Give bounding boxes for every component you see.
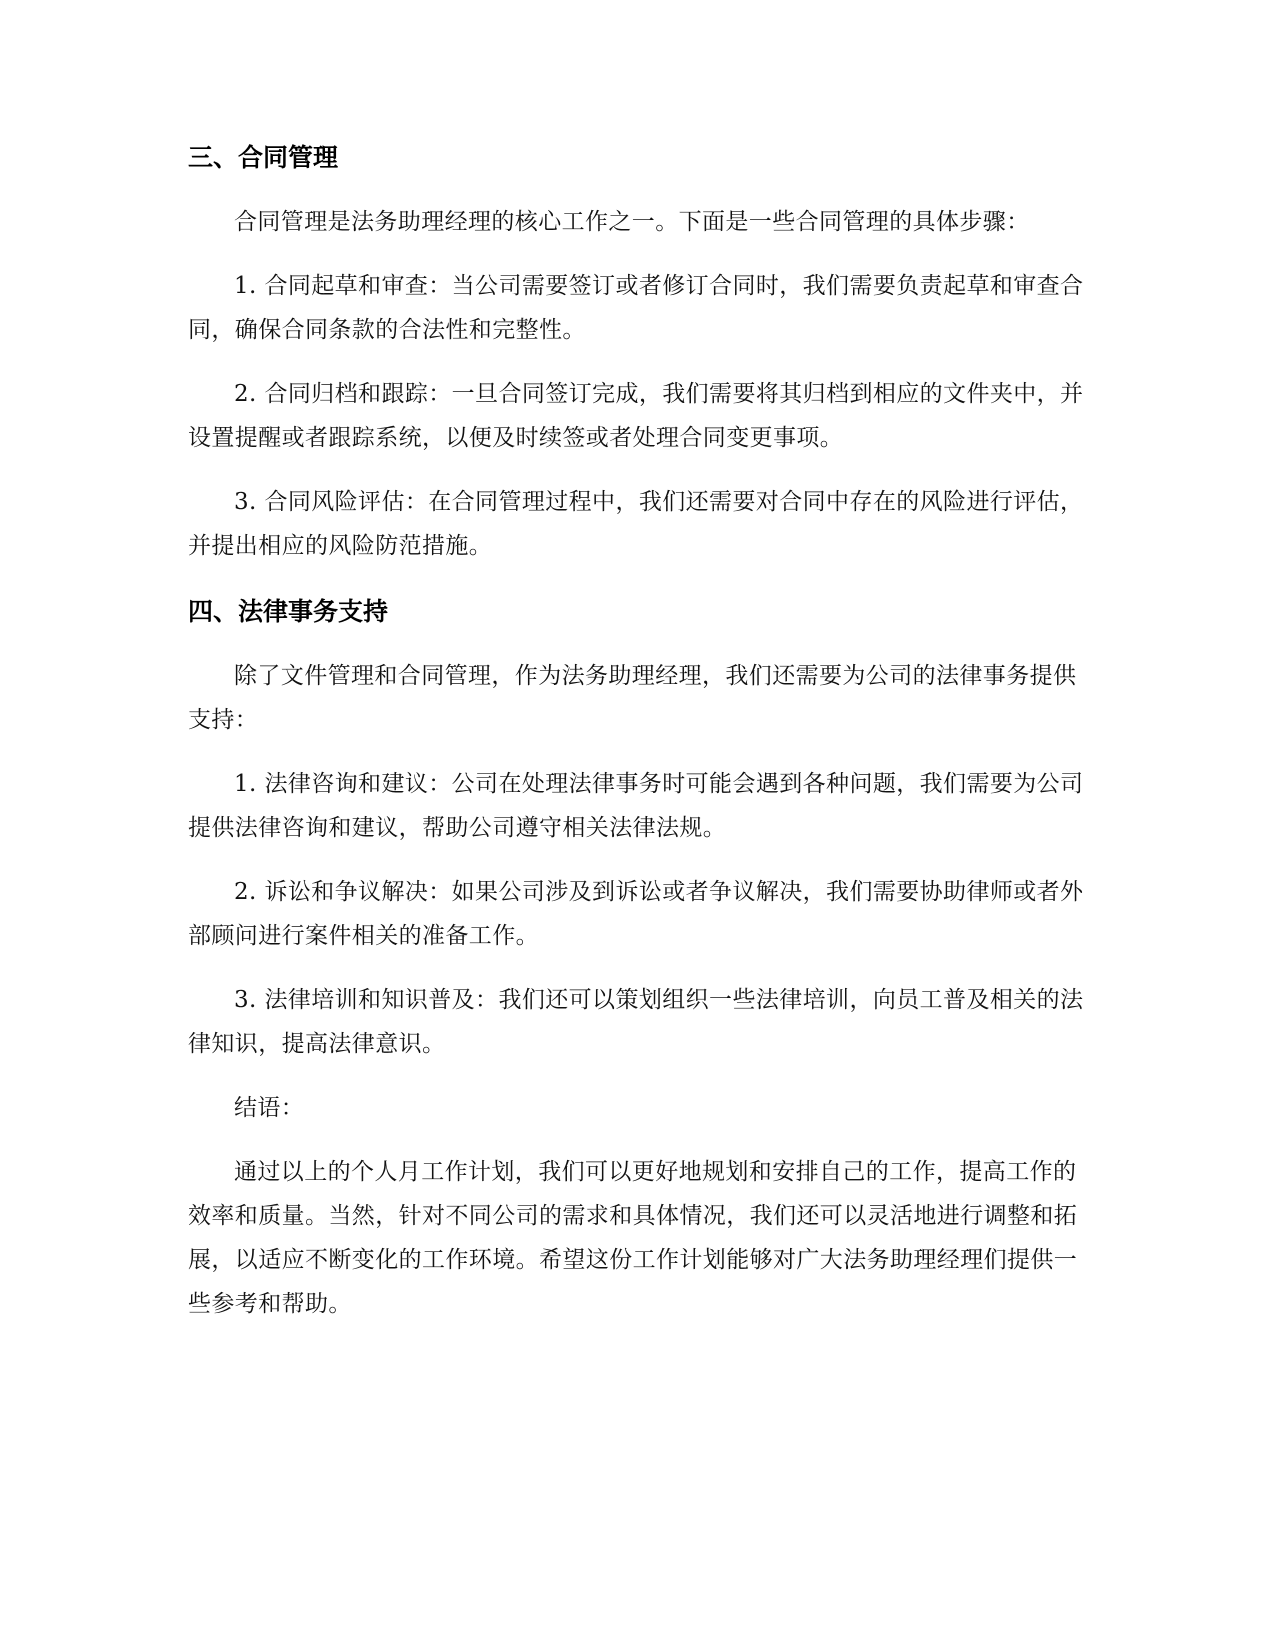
paragraph: 1. 法律咨询和建议：公司在处理法律事务时可能会遇到各种问题，我们需要为公司提供法律咨询和建议，帮助公司遵守相关法律法规。 (188, 771, 1084, 841)
paragraph: 合同管理是法务助理经理的核心工作之一。下面是一些合同管理的具体步骤： (234, 209, 1030, 235)
conclusion-text: 通过以上的个人月工作计划，我们可以更好地规划和安排自己的工作，提高工作的效率和质量。当然，针对不同公司的需求和具体情况，我们还可以灵活地进行调整和拓展，以适应不断变化的工作环境。希望这份工作计划能够对广大法务助理经理们提供一些参考和帮助。 (188, 1159, 1078, 1317)
paragraph: 3. 法律培训和知识普及：我们还可以策划组织一些法律培训，向员工普及相关的法律知识，提高法律意识。 (188, 987, 1084, 1057)
section-heading-legal-support: 四、法律事务支持 (188, 597, 389, 626)
paragraph: 2. 合同归档和跟踪：一旦合同签订完成，我们需要将其归档到相应的文件夹中，并设置提醒或者跟踪系统，以便及时续签或者处理合同变更事项。 (188, 381, 1084, 451)
paragraph: 3. 合同风险评估：在合同管理过程中，我们还需要对合同中存在的风险进行评估，并提出相应的风险防范措施。 (188, 489, 1084, 559)
paragraph: 1. 合同起草和审查：当公司需要签订或者修订合同时，我们需要负责起草和审查合同，确保合同条款的合法性和完整性。 (188, 273, 1084, 343)
paragraph: 除了文件管理和合同管理，作为法务助理经理，我们还需要为公司的法律事务提供支持： (188, 663, 1077, 733)
conclusion-label: 结语： (234, 1095, 305, 1121)
section-heading-contract-management: 三、合同管理 (188, 143, 339, 172)
paragraph: 2. 诉讼和争议解决：如果公司涉及到诉讼或者争议解决，我们需要协助律师或者外部顾问进行案件相关的准备工作。 (188, 879, 1084, 949)
document-body (188, 140, 1088, 1346)
